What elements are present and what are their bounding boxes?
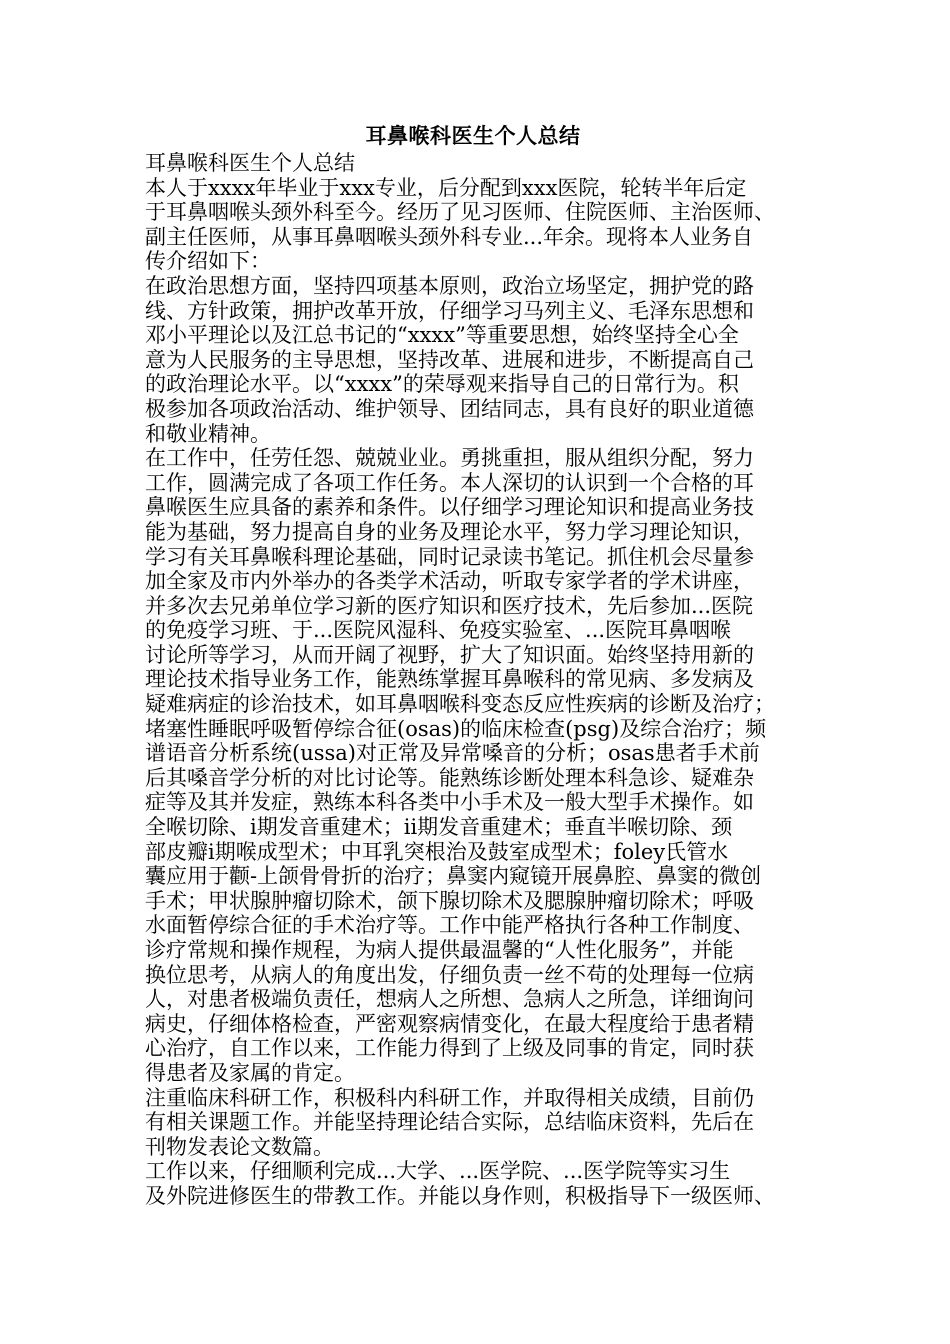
- text-line: 能为基础，努力提高自身的业务及理论水平，努力学习理论知识，: [145, 519, 754, 544]
- text-line: 人，对患者极端负责任，想病人之所想、急病人之所急，详细询问: [145, 987, 754, 1012]
- text-line: 邓小平理论以及江总书记的“xxxx”等重要思想，始终坚持全心全: [145, 323, 739, 348]
- text-line: 注重临床科研工作，积极科内科研工作，并取得相关成绩，目前仍: [145, 1085, 754, 1110]
- text-line: 部皮瓣ⅰ期喉成型术；中耳乳突根治及鼓室成型术；foley氏管水: [145, 839, 729, 864]
- text-line: 意为人民服务的主导思想，坚持改革、进展和进步，不断提高自己: [145, 347, 754, 372]
- text-line: 诊疗常规和操作规程，为病人提供最温馨的“人性化服务”，并能: [145, 938, 734, 962]
- text-line: 全喉切除、ⅰ期发音重建术；ⅱ期发音重建术；垂直半喉切除、颈: [145, 815, 733, 840]
- document-body: [145, 151, 810, 1209]
- text-line: 耳鼻喉科医生个人总结: [145, 151, 355, 175]
- text-line: 极参加各项政治活动、维护领导、团结同志，具有良好的职业道德: [145, 396, 754, 421]
- text-line: 在政治思想方面，坚持四项基本原则，政治立场坚定，拥护党的路: [145, 273, 754, 298]
- text-line: 学习有关耳鼻喉科理论基础，同时记录读书笔记。抓住机会尽量参: [145, 544, 754, 569]
- text-line: 症等及其并发症，熟练本科各类中小手术及一般大型手术操作。如: [145, 790, 754, 815]
- text-line: 病史，仔细体格检查，严密观察病情变化，在最大程度给于患者精: [145, 1011, 754, 1036]
- text-line: 理论技术指导业务工作，能熟练掌握耳鼻喉科的常见病、多发病及: [145, 667, 754, 692]
- text-line: 并多次去兄弟单位学习新的医疗知识和医疗技术，先后参加...医院: [145, 593, 754, 618]
- text-line: 讨论所等学习，从而开阔了视野，扩大了知识面。始终坚持用新的: [145, 642, 754, 667]
- text-line: 于耳鼻咽喉头颈外科至今。经历了见习医师、住院医师、主治医师、: [145, 200, 775, 225]
- text-line: 手术；甲状腺肿瘤切除术，颌下腺切除术及腮腺肿瘤切除术；呼吸: [145, 888, 754, 913]
- text-line: 工作以来，仔细顺利完成...大学、...医学院、...医学院等实习生: [145, 1159, 731, 1184]
- text-line: 的免疫学习班、于...医院风湿科、免疫实验室、...医院耳鼻咽喉: [145, 618, 732, 643]
- document-title: 耳鼻喉科医生个人总结: [365, 123, 581, 148]
- text-line: 有相关课题工作。并能坚持理论结合实际，总结临床资料，先后在: [145, 1110, 754, 1135]
- text-line: 本人于xxxx年毕业于xxx专业，后分配到xxx医院，轮转半年后定: [145, 175, 747, 200]
- text-line: 得患者及家属的肯定。: [145, 1060, 355, 1085]
- text-line: 疑难病症的诊治技术，如耳鼻咽喉科变态反应性疾病的诊断及治疗；: [145, 692, 775, 717]
- text-line: 加全家及市内外举办的各类学术活动，听取专家学者的学术讲座，: [145, 569, 754, 594]
- text-line: 心治疗，自工作以来，工作能力得到了上级及同事的肯定，同时获: [145, 1036, 754, 1061]
- text-line: 副主任医师，从事耳鼻咽喉头颈外科专业...年余。现将本人业务自: [145, 224, 754, 249]
- text-line: 和敬业精神。: [145, 421, 271, 446]
- text-line: 工作，圆满完成了各项工作任务。本人深切的认识到一个合格的耳: [145, 470, 754, 495]
- text-line: 的政治理论水平。以“xxxx”的荣辱观来指导自己的日常行为。积: [145, 372, 739, 397]
- text-line: 刊物发表论文数篇。: [145, 1134, 334, 1159]
- text-line: 堵塞性睡眠呼吸暂停综合征(osas)的临床检查(psg)及综合治疗；频: [145, 716, 767, 741]
- text-line: 在工作中，任劳任怨、兢兢业业。勇挑重担，服从组织分配，努力: [145, 446, 754, 471]
- text-line: 囊应用于颧-上颌骨骨折的治疗；鼻窦内窥镜开展鼻腔、鼻窦的微创: [145, 864, 762, 889]
- text-line: 线、方针政策，拥护改革开放，仔细学习马列主义、毛泽东思想和: [145, 298, 754, 323]
- text-line: 及外院进修医生的带教工作。并能以身作则，积极指导下一级医师、: [145, 1183, 775, 1208]
- text-line: 鼻喉医生应具备的素养和条件。以仔细学习理论知识和提高业务技: [145, 495, 754, 520]
- text-line: 换位思考，从病人的角度出发，仔细负责一丝不苟的处理每一位病: [145, 962, 754, 987]
- text-line: 水面暂停综合征的手术治疗等。工作中能严格执行各种工作制度、: [145, 913, 754, 938]
- text-line: 后其嗓音学分析的对比讨论等。能熟练诊断处理本科急诊、疑难杂: [145, 765, 754, 790]
- text-line: 传介绍如下：: [145, 249, 271, 274]
- text-line: 谱语音分析系统(ussa)对正常及异常嗓音的分析；osas患者手术前: [145, 741, 760, 766]
